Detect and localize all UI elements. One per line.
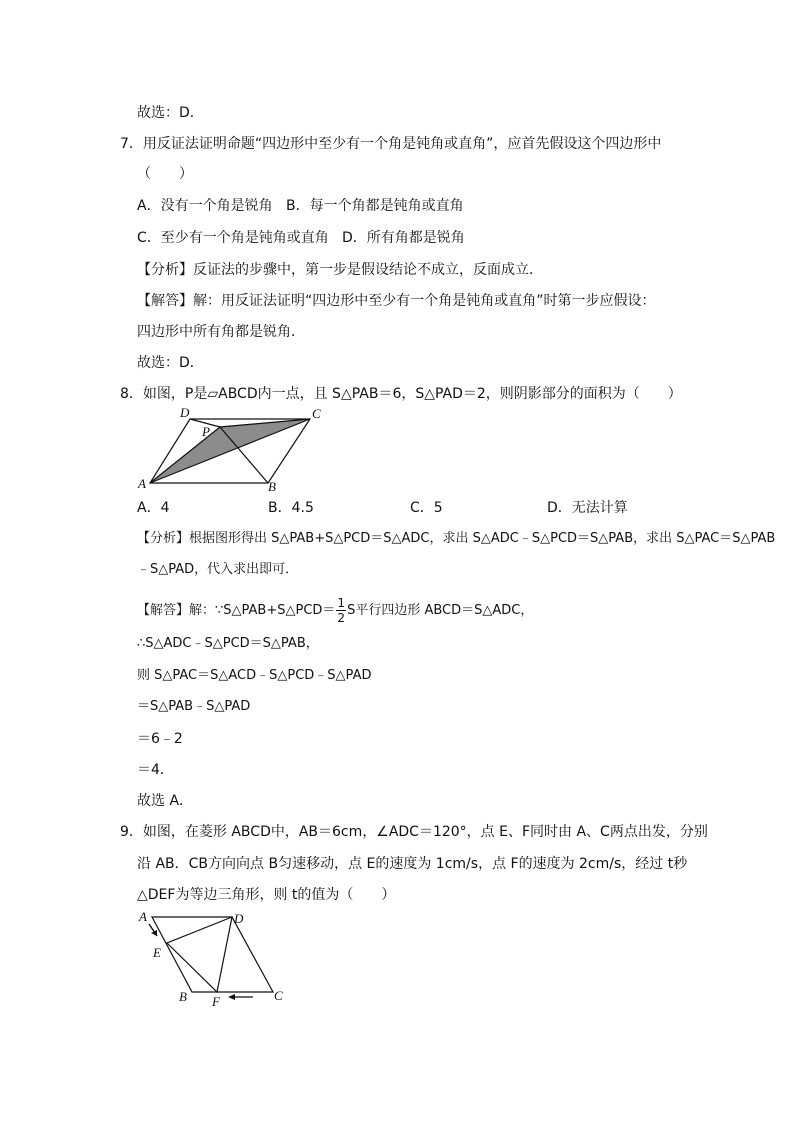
q7-option-d: D．所有角都是锐角 xyxy=(342,230,465,246)
q8-solution-line2: ∴S△ADC﹣S△PCD＝S△PAB， xyxy=(137,636,319,651)
q9-label-e: E xyxy=(153,945,161,960)
q9-label-f: F xyxy=(212,994,220,1009)
q8-analysis-line2: ﹣S△PAD，代入求出即可． xyxy=(137,562,299,577)
q7-solution-line2: 四边形中所有角都是锐角． xyxy=(137,324,305,340)
q9-label-d: D xyxy=(234,911,244,926)
q8-label-p: P xyxy=(202,424,210,439)
q8-solution-post: S平行四边形 ABCD＝S△ADC， xyxy=(347,603,534,618)
q8-stem: 8．如图，P是▱ABCD内一点，且 S△PAB＝6，S△PAD＝2，则阴影部分的面积为（ ） xyxy=(120,386,682,402)
q9-label-a: A xyxy=(139,909,147,924)
q9-label-c: C xyxy=(274,988,283,1003)
q9-arrow-f-head xyxy=(228,994,235,1000)
q8-label-c: C xyxy=(312,406,321,421)
q7-option-b: B．每一个角都是钝角或直角 xyxy=(286,198,464,214)
q8-shaded-triangle xyxy=(150,419,310,483)
q7-analysis xyxy=(137,261,543,279)
q7-analysis-tag: 【分析】 xyxy=(137,262,193,278)
q9-label-b: B xyxy=(179,989,187,1004)
q7-solution-line1 xyxy=(137,292,656,310)
q8-solution-line6: ＝4． xyxy=(137,762,174,778)
q7-solution-text: 解：用反证法证明“四边形中至少有一个角是钝角或直角”时第一步应假设： xyxy=(193,293,656,309)
q7-solution-tag: 【解答】 xyxy=(137,293,193,309)
q8-solution-line1 xyxy=(137,596,533,625)
q9-stem-line1: 9．如图，在菱形 ABCD中，AB＝6cm，∠ADC＝120°，点 E、F同时由 A、C两点出发，分别 xyxy=(120,824,708,840)
q8-option-c: C．5 xyxy=(410,500,443,516)
q9-stem-line3: △DEF为等边三角形，则 t的值为（ ） xyxy=(137,887,396,903)
q8-label-d: D xyxy=(180,405,190,420)
q8-option-a: A．4 xyxy=(137,500,170,516)
q9-stem-line2: 沿 AB．CB方向向点 B匀速移动，点 E的速度为 1cm/s，点 F的速度为 2cm/s，经过 t秒 xyxy=(137,856,688,872)
q8-label-a: A xyxy=(138,476,146,491)
q8-solution-line3: 则 S△PAC＝S△ACD﹣S△PCD﹣S△PAD xyxy=(137,668,372,683)
q8-solution-pre: 【解答】解：∵S△PAB+S△PCD＝ xyxy=(137,603,336,618)
q7-analysis-text: 反证法的步骤中，第一步是假设结论不成立，反面成立． xyxy=(193,262,543,278)
q9-rhombus-figure xyxy=(135,908,295,1008)
q7-stem-line2: （ ） xyxy=(137,166,193,182)
q8-solution-line5: ＝6﹣2 xyxy=(137,731,183,747)
q7-answer: 故选：D． xyxy=(137,355,204,371)
q8-option-d: D．无法计算 xyxy=(547,500,628,516)
q8-analysis-line1: 【分析】根据图形得出 S△PAB+S△PCD＝S△ADC，求出 S△ADC﹣S△PCD＝S△PAB，求出 S△PAC＝S△PAB xyxy=(137,531,776,546)
q7-option-c: C．至少有一个角是钝角或直角 xyxy=(137,230,329,246)
q8-label-b: B xyxy=(268,479,276,494)
q7-option-a: A．没有一个角是锐角 xyxy=(137,198,273,214)
q8-fraction-numerator: 1 xyxy=(337,596,346,610)
q8-option-b: B．4.5 xyxy=(268,500,314,516)
q8-answer: 故选 A． xyxy=(137,793,194,809)
q9-triangle-def xyxy=(167,917,232,992)
q8-solution-line4: ＝S△PAB﹣S△PAD xyxy=(137,699,251,714)
q8-fraction-denominator: 2 xyxy=(337,611,346,625)
q7-stem-line1: 7．用反证法证明命题“四边形中至少有一个角是钝角或直角”，应首先假设这个四边形中 xyxy=(120,136,662,152)
q6-answer: 故选：D． xyxy=(137,105,204,121)
q8-parallelogram-figure xyxy=(138,405,338,494)
q9-rhombus xyxy=(152,917,273,992)
q8-solution-fraction xyxy=(336,596,346,625)
